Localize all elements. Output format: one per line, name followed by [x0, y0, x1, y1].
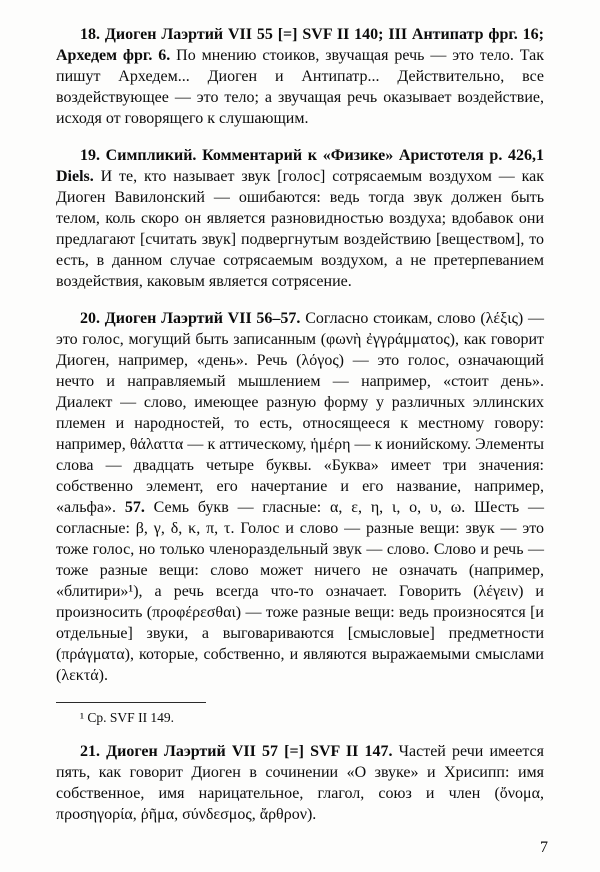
footnote: ¹ Ср. SVF II 149. — [80, 710, 175, 725]
paragraph-20 — [56, 308, 544, 686]
paragraph-21-text: Частей речи имеется пять, как говорит Диоген в сочинении «О звуке» и Хрисипп: имя собственное, имя нарицательное, глагол, союз и член (ὄνομα, προσηγορία, ῥῆμα, σύνδεσμος, ἄρθρον). — [56, 743, 544, 823]
paragraph-18-citation: 18. Диоген Лаэртий VII 55 [=] SVF II 140; III Антипатр фрг. 16; Архедем фрг. 6. — [56, 26, 544, 64]
paragraph-20-section-marker: 57. — [124, 499, 145, 516]
paragraph-18 — [56, 24, 544, 129]
paragraph-19-text: И те, кто называет звук [голос] сотрясаемым воздухом — как Диоген Вавилонский — ошибаются: ведь тогда звук должен быть телом, коль скоро он является разновидностью воздуха; вдобавок они предлагают [считать звук] подвергнутым воздействию [веществом], то есть, в данном случае сотрясаемым воздухом, а не претерпеванием воздействия, каковым является сотрясение. — [56, 168, 544, 290]
paragraph-21 — [56, 741, 544, 825]
paragraph-20-citation: 20. Диоген Лаэртий VII 56–57. — [80, 310, 301, 327]
paragraph-18-text: По мнению стоиков, звучащая речь — это тело. Так пишут Архедем... Диоген и Антипатр... Действительно, все воздействующее — это тело; а звучащая речь оказывает воздействие, исходя от говорящего к слушающим. — [56, 47, 544, 127]
paragraph-21-citation: 21. Диоген Лаэртий VII 57 [=] SVF II 147. — [80, 743, 393, 760]
paragraph-19 — [56, 145, 544, 292]
paragraph-19-citation: 19. Симпликий. Комментарий к «Физике» Аристотеля p. 426,1 Diels. — [56, 147, 544, 185]
paragraph-20-text-part1: Согласно стоикам, слово (λέξις) — это голос, могущий быть записанным (φωνὴ ἐγγράμματος), как говорит Диоген, например, «день». Речь (λόγος) — это голос, означающий нечто и направляемый мышлением — например, «стоит день». Диалект — слово, имеющее разную форму у различных эллинских племен и народностей, то есть, относящееся к местному говору: например, θάλαττα — к аттическому, ἡμέρη — к ионийскому. Элементы слова — двадцать четыре буквы. «Буква» имеет три значения: собственно элемент, его начертание и его название, например, «альфа». — [56, 310, 544, 516]
footnote-divider — [56, 702, 206, 703]
paragraph-20-text-part2: Семь букв — гласные: α, ε, η, ι, ο, υ, ω. Шесть — согласные: β, γ, δ, κ, π, τ. Голос и слово — разные вещи: звук — это тоже голос, но только членораздельный звук — слово. Слово и речь — тоже разные вещи: слово может ничего не означать (например, «блитири»¹), а речь всегда что-то означает. Говорить (λέγειν) и произносить (προφέρεσθαι) — тоже разные вещи: ведь произносятся [и отдельные] звуки, а выговариваются [смысловые] предметности (πράγματα), которые, собственно, и являются выражаемыми смыслами (λεκτά). — [56, 499, 544, 684]
page-number: 7 — [540, 839, 548, 856]
